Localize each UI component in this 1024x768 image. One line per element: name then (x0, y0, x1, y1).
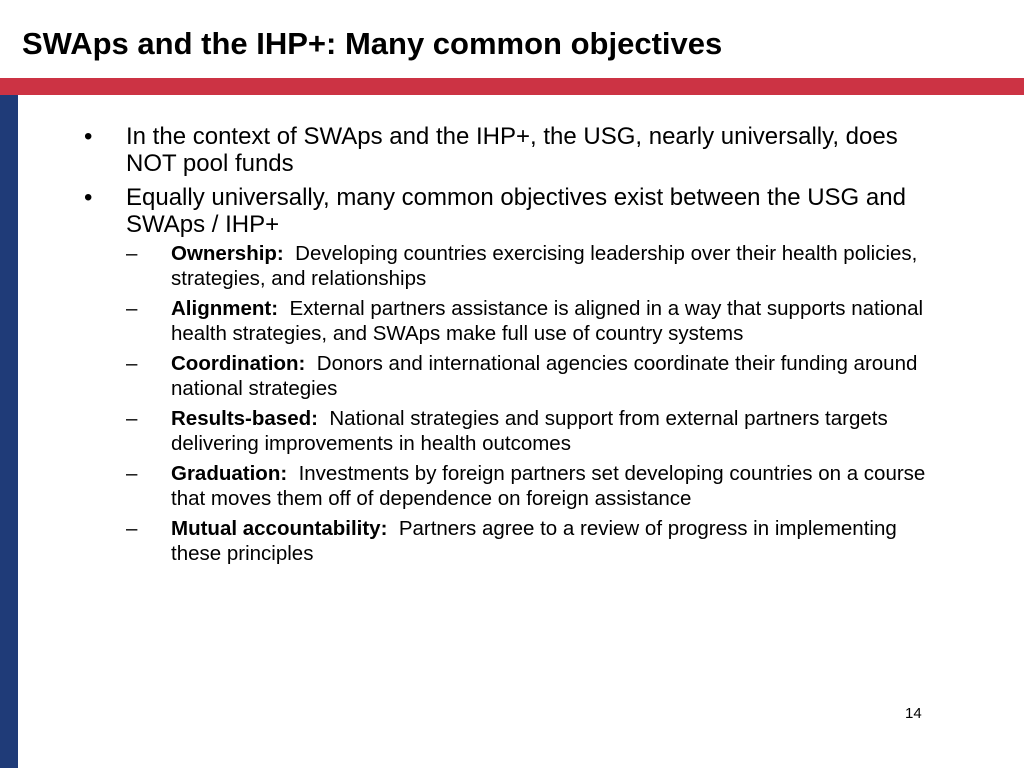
dash-marker: – (126, 297, 138, 320)
sub-bullet-text: National strategies and support from external partners targets delivering improvements in health outcomes (171, 407, 888, 455)
bullet-marker: • (84, 184, 93, 211)
dash-marker: – (126, 407, 138, 430)
title-underline-bar (0, 78, 1024, 95)
bullet-item (82, 123, 952, 177)
page-number: 14 (905, 705, 922, 722)
sub-bullet-term: Coordination: (171, 352, 306, 375)
sub-bullet-term: Graduation: (171, 462, 288, 485)
bullet-text: In the context of SWAps and the IHP+, the USG, nearly universally, does NOT pool funds (126, 123, 898, 177)
sub-bullet-list (126, 241, 952, 566)
sub-bullet-term: Alignment: (171, 297, 279, 320)
sub-bullet-text: External partners assistance is aligned in a way that supports national health strategies, and SWAps make full use of country systems (171, 297, 924, 345)
sub-bullet-term: Mutual accountability: (171, 517, 388, 540)
sub-bullet-text: Partners agree to a review of progress in implementing these principles (171, 517, 897, 565)
sub-bullet-text: Investments by foreign partners set developing countries on a course that moves them off of dependence on foreign assistance (171, 462, 926, 510)
sub-bullet-mutual-accountability (126, 516, 952, 566)
dash-marker: – (126, 352, 138, 375)
sub-bullet-term: Ownership: (171, 242, 284, 265)
dash-marker: – (126, 242, 138, 265)
sub-bullet-ownership (126, 241, 952, 291)
bullet-text: Equally universally, many common objectives exist between the USG and SWAps / IHP+ (126, 184, 906, 238)
slide-title: SWAps and the IHP+: Many common objectives (22, 26, 723, 61)
sub-bullet-graduation (126, 461, 952, 511)
bullet-item (82, 184, 952, 566)
sub-bullet-term: Results-based: (171, 407, 318, 430)
dash-marker: – (126, 517, 138, 540)
dash-marker: – (126, 462, 138, 485)
sub-bullet-results-based (126, 406, 952, 456)
sub-bullet-text: Developing countries exercising leadership over their health policies, strategies, and relationships (171, 242, 918, 290)
slide-content (82, 123, 952, 573)
left-accent-bar (0, 95, 18, 768)
sub-bullet-alignment (126, 296, 952, 346)
sub-bullet-text: Donors and international agencies coordinate their funding around national strategies (171, 352, 918, 400)
sub-bullet-coordination (126, 351, 952, 401)
bullet-marker: • (84, 123, 93, 150)
